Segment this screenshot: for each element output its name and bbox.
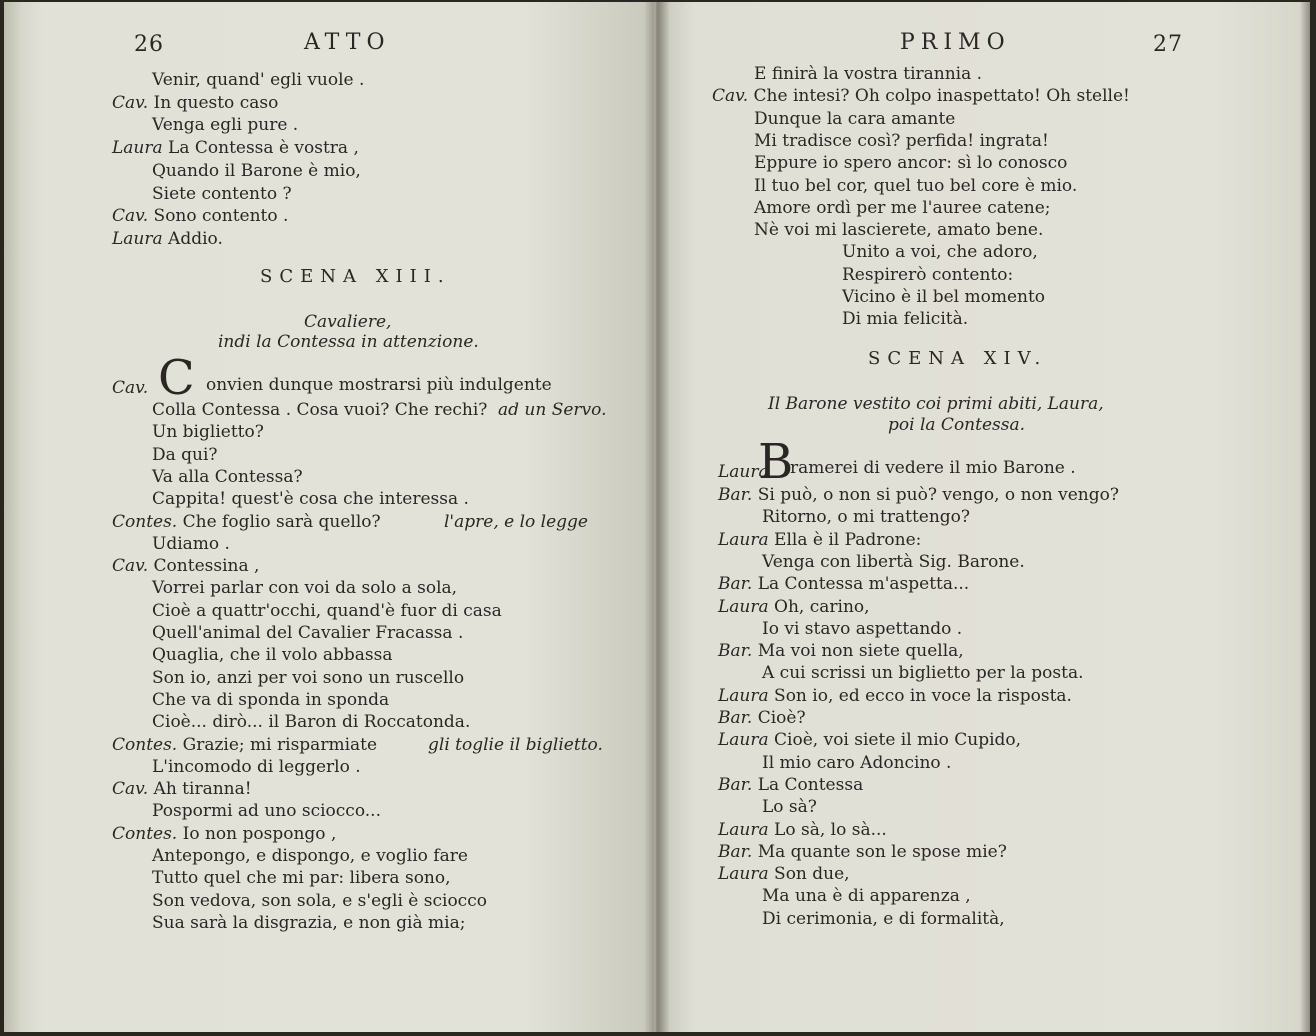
verse-text: Da qui?	[152, 444, 218, 465]
scene-title-xiv: SCENA XIV.	[868, 348, 1048, 369]
verse-line	[152, 534, 230, 554]
verse-line	[152, 846, 468, 866]
verse-line	[152, 422, 264, 442]
verse-text: A cui scrissi un biglietto per la posta.	[762, 663, 1084, 684]
verse-line	[718, 820, 887, 840]
dropcap-line-left	[112, 378, 148, 398]
verse-text: Lo sà?	[762, 797, 817, 818]
speaker: Laura	[718, 462, 769, 482]
verse-line	[152, 712, 470, 732]
verse-text: Siete contento ?	[152, 183, 292, 204]
verse-text: Un biglietto?	[152, 422, 264, 443]
verse-text: Vorrei parlar con voi da solo a sola,	[152, 578, 458, 599]
verse-text: Quell'animal del Cavalier Fracassa .	[152, 623, 464, 643]
speaker: Bar.	[718, 841, 753, 862]
verse-line	[842, 265, 1013, 285]
speaker: Contes.	[112, 511, 178, 532]
verse-line	[112, 556, 259, 576]
verse-line	[754, 198, 1051, 218]
verse-line	[718, 686, 1072, 706]
verse-text: Colla Contessa . Cosa vuoi? Che rechi?	[152, 400, 488, 420]
verse-text: Venir, quand' egli vuole .	[152, 70, 365, 90]
dropcap-rest-right: ramerei di vedere il mio Barone .	[790, 458, 1076, 478]
verse-line	[152, 668, 464, 688]
speaker: Laura	[718, 864, 769, 885]
verse-line	[762, 753, 951, 773]
gutter-shadow	[644, 2, 670, 1032]
dropcap-letter-left: C	[158, 350, 195, 406]
speaker: Cav.	[112, 779, 149, 800]
verse-line	[152, 400, 487, 420]
verse-text: La Contessa	[757, 774, 864, 795]
speaker: Contes.	[112, 823, 178, 844]
verse-line	[112, 824, 336, 844]
verse-line	[762, 909, 1005, 929]
verse-text: Udiamo .	[152, 533, 230, 554]
verse-text: Cappita! quest'è cosa che interessa .	[152, 489, 469, 510]
verse-text: Ma voi non siete quella,	[757, 641, 964, 662]
speaker: Laura	[718, 529, 769, 550]
speaker: Cav.	[112, 206, 149, 227]
verse-text: Dunque la cara amante	[754, 108, 956, 129]
verse-line	[112, 206, 288, 226]
book-spread	[4, 2, 1310, 1032]
verse-text: Cioè?	[757, 708, 806, 728]
verse-text: Oh, carino,	[774, 596, 870, 617]
verse-line	[842, 242, 1038, 262]
speaker: Cav.	[112, 92, 149, 113]
verse-text: Son io, anzi per voi sono un ruscello	[152, 667, 465, 688]
verse-text: Addio.	[168, 228, 223, 249]
verse-text: Di cerimonia, e di formalità,	[762, 908, 1005, 929]
stage-direction-inline: l'apre, e lo legge	[444, 511, 588, 532]
running-head-left: ATTO	[304, 30, 391, 55]
verse-line	[152, 801, 381, 821]
stage-direction-1: Cavaliere,	[304, 312, 392, 332]
verse-line	[718, 842, 1007, 862]
verse-text: Tutto quel che mi par: libera sono,	[152, 868, 451, 889]
dropcap-letter-right: B	[758, 434, 794, 490]
verse-text: Son vedova, son sola, e s'egli è sciocco	[152, 890, 487, 911]
verse-text: Grazie; mi risparmiate	[182, 734, 378, 755]
verse-text: Antepongo, e dispongo, e voglio fare	[152, 846, 468, 866]
verse-text: La Contessa è vostra ,	[168, 138, 359, 159]
verse-text: Venga con libertà Sig. Barone.	[762, 551, 1025, 572]
verse-text: Nè voi mi lascierete, amato bene.	[754, 220, 1044, 241]
scene-title-xiii: SCENA XIII.	[260, 266, 451, 287]
verse-text: L'incomodo di leggerlo .	[152, 756, 361, 777]
verse-text: Io non pospongo ,	[182, 823, 337, 844]
speaker: Laura	[112, 138, 163, 159]
speaker: Laura	[718, 819, 769, 840]
speaker: Bar.	[718, 574, 753, 595]
verse-text: Venga egli pure .	[152, 115, 299, 136]
verse-line	[112, 93, 278, 113]
verse-line	[152, 868, 451, 888]
verse-line	[842, 287, 1045, 307]
verse-line	[152, 623, 463, 643]
verse-text: Sono contento .	[153, 206, 289, 227]
verse-text: Sua sarà la disgrazia, e non già mia;	[152, 912, 466, 933]
verse-text: Quaglia, che il volo abbassa	[152, 645, 393, 666]
verse-line	[112, 779, 252, 799]
speaker: Bar.	[718, 708, 753, 728]
verse-text: Son due,	[774, 864, 850, 885]
left-page	[4, 2, 654, 1032]
verse-line	[754, 64, 982, 84]
verse-line	[754, 220, 1043, 240]
speaker: Cav.	[712, 86, 749, 107]
speaker: Bar.	[718, 485, 753, 505]
verse-text: In questo caso	[153, 92, 279, 113]
verse-line	[718, 485, 1119, 505]
verse-text: Ella è il Padrone:	[774, 529, 922, 550]
verse-line	[152, 578, 457, 598]
left-page-edge	[4, 2, 22, 1032]
verse-text: Quando il Barone è mio,	[152, 160, 361, 181]
verse-line	[718, 597, 870, 617]
verse-text: Pospormi ad uno sciocco...	[152, 801, 381, 822]
verse-text: La Contessa m'aspetta...	[757, 574, 970, 595]
verse-line	[152, 690, 389, 710]
speaker: Laura	[718, 596, 769, 617]
verse-line	[152, 70, 364, 90]
verse-line	[762, 797, 817, 817]
verse-line	[152, 645, 392, 665]
verse-line	[718, 775, 863, 795]
verse-text: Che va di sponda in sponda	[152, 689, 390, 710]
verse-text: Cioè a quattr'occhi, quand'è fuor di casa	[152, 600, 502, 621]
verse-text: Lo sà, lo sà...	[774, 819, 887, 840]
verse-line	[152, 489, 469, 509]
verse-line	[112, 138, 359, 158]
verse-line	[152, 601, 502, 621]
verse-line	[112, 735, 377, 755]
stage-direction-2: indi la Contessa in attenzione.	[218, 332, 479, 352]
stage-direction-4: poi la Contessa.	[888, 415, 1026, 435]
verse-line	[762, 552, 1025, 572]
verse-line	[152, 161, 361, 181]
verse-line	[718, 641, 964, 661]
verse-text: E finirà la vostra tirannia .	[754, 64, 983, 84]
verse-text: Cioè... dirò... il Baron di Roccatonda.	[152, 712, 471, 733]
verse-line	[762, 507, 970, 527]
dropcap-rest-left: onvien dunque mostrarsi più indulgente	[206, 375, 552, 395]
speaker: Cav.	[112, 378, 149, 398]
verse-text: Il tuo bel cor, quel tuo bel core è mio.	[754, 175, 1078, 196]
stage-direction-inline: ad un Servo.	[498, 400, 607, 420]
verse-line	[754, 131, 1049, 151]
speaker: Contes.	[112, 734, 178, 755]
verse-text: Di mia felicità.	[842, 309, 969, 330]
verse-text: Unito a voi, che adoro,	[842, 242, 1038, 263]
verse-line	[718, 730, 1021, 750]
speaker: Laura	[718, 730, 769, 751]
verse-text: Che intesi? Oh colpo inaspettato! Oh stelle!	[753, 86, 1130, 107]
verse-text: Amore ordì per me l'auree catene;	[754, 197, 1051, 218]
running-head-right: PRIMO	[900, 30, 1011, 55]
verse-line	[112, 512, 381, 532]
verse-line	[152, 445, 218, 465]
verse-text: Cioè, voi siete il mio Cupido,	[774, 730, 1022, 751]
verse-line	[152, 467, 303, 487]
verse-text: Contessina ,	[153, 556, 260, 577]
verse-line	[762, 619, 962, 639]
verse-line	[762, 663, 1084, 683]
page-number-right: 27	[1153, 32, 1183, 57]
verse-text: Si può, o non si può? vengo, o non vengo?	[757, 485, 1119, 505]
verse-line	[718, 530, 921, 550]
verse-text: Va alla Contessa?	[152, 466, 303, 487]
page-number-left: 26	[134, 32, 164, 57]
verse-line	[754, 109, 955, 129]
verse-text: Il mio caro Adoncino .	[762, 752, 952, 773]
verse-text: Che foglio sarà quello?	[182, 511, 381, 532]
verse-text: Vicino è il bel momento	[842, 287, 1046, 307]
verse-line	[152, 184, 292, 204]
verse-line	[152, 115, 298, 135]
verse-text: Io vi stavo aspettando .	[762, 618, 963, 639]
verse-text: Son io, ed ecco in voce la risposta.	[774, 685, 1072, 706]
speaker: Bar.	[718, 774, 753, 795]
right-page-edge	[1300, 2, 1310, 1032]
verse-text: Mi tradisce così? perfida! ingrata!	[754, 130, 1049, 151]
speaker: Bar.	[718, 641, 753, 662]
speaker: Laura	[718, 685, 769, 706]
verse-text: Ritorno, o mi trattengo?	[762, 507, 971, 528]
verse-text: Eppure io spero ancor: sì lo conosco	[754, 153, 1068, 174]
speaker: Laura	[112, 228, 163, 249]
verse-line	[112, 229, 223, 249]
verse-line	[762, 886, 971, 906]
verse-line	[152, 891, 487, 911]
verse-text: Ah tiranna!	[153, 779, 252, 800]
right-page	[656, 2, 1310, 1032]
verse-text: Respirerò contento:	[842, 264, 1014, 285]
verse-line	[718, 864, 850, 884]
verse-line	[754, 153, 1067, 173]
verse-line	[152, 913, 465, 933]
stage-direction-inline: gli toglie il biglietto.	[428, 734, 603, 755]
verse-line	[842, 309, 968, 329]
verse-line	[718, 708, 806, 728]
verse-line	[754, 176, 1077, 196]
speaker: Cav.	[112, 556, 149, 577]
verse-text: Ma una è di apparenza ,	[762, 886, 971, 907]
verse-line	[718, 574, 969, 594]
verse-line	[712, 86, 1130, 106]
verse-text: Ma quante son le spose mie?	[757, 841, 1007, 862]
verse-line	[152, 757, 361, 777]
stage-direction-3: Il Barone vestito coi primi abiti, Laura,	[768, 394, 1104, 414]
